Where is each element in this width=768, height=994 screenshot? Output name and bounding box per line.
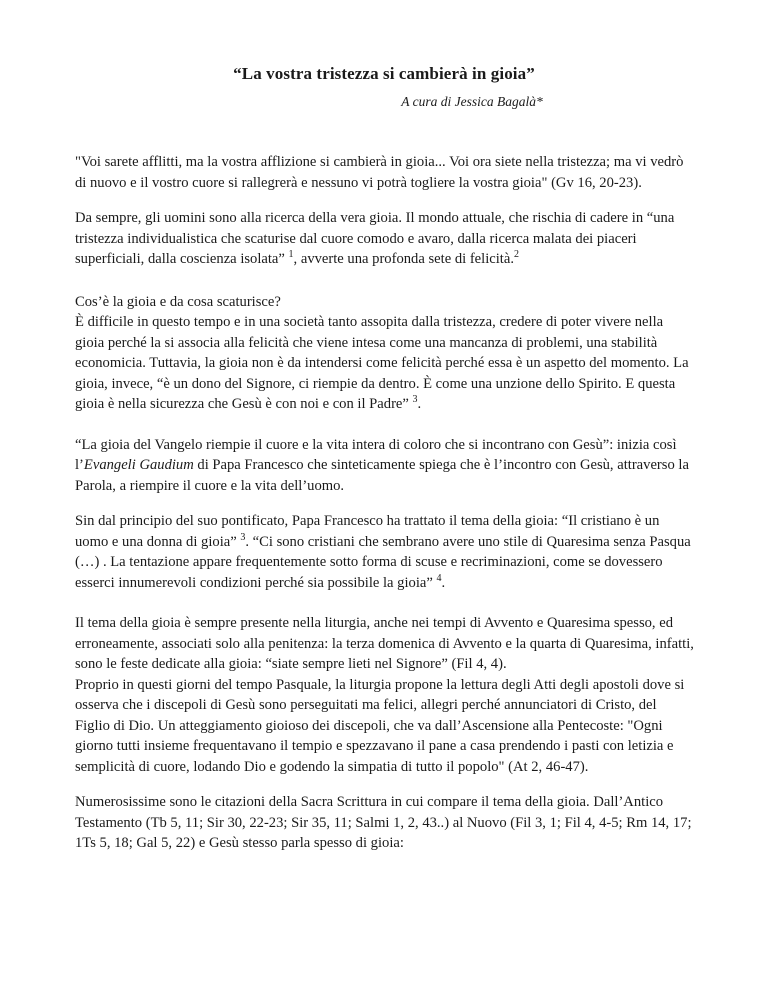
footnote-ref: 3 xyxy=(412,394,418,405)
paragraph-1: "Voi sarete afflitti, ma la vostra afflizione si cambierà in gioia... Voi ora siete nella tristezza; ma vi vedrò di nuovo e il vostro cuore si rallegrerà e nessuno vi potrà togliere la vostra gioia" (Gv 16, 20-23). xyxy=(75,154,684,191)
paragraph-4-text-b: di Papa Francesco che sinteticamente spiega che è l’incontro con Gesù, attraverso la Parola, a riempire il cuore e la vita dell’uomo. xyxy=(75,457,689,494)
paragraph-5-text-c: . xyxy=(441,574,446,591)
paragraph-4-text-a: “La gioia del Vangelo riempie il cuore e la vita intera di coloro che si incontrano con Gesù”: inizia così l’ xyxy=(75,436,677,473)
footnote-ref: 2 xyxy=(513,249,519,260)
section-question: Cos’è la gioia e da cosa scaturisce? xyxy=(75,293,281,310)
document-body xyxy=(75,152,695,854)
paragraph-2 xyxy=(75,208,695,270)
document-title: “La vostra tristezza si cambierà in gioia” xyxy=(233,64,535,83)
paragraph-6: Il tema della gioia è sempre presente nella liturgia, anche nei tempi di Avvento e Quaresima spesso, ed erroneamente, associati solo alla penitenza: la terza domenica di Avvento e la quarta di Quaresima, infatti, sono le feste dedicate alla gioia: “siate sempre lieti nel Signore” (Fil 4, 4). xyxy=(75,615,694,672)
paragraph-5 xyxy=(75,511,695,593)
paragraph-5-text-a: Sin dal principio del suo pontificato, Papa Francesco ha trattato il tema della gioia: “Il cristiano è un uomo e una donna di gioia” xyxy=(75,513,660,550)
paragraph-4 xyxy=(75,435,695,497)
paragraph-2-text-b: , avverte una profonda sete di felicità. xyxy=(293,251,514,267)
footnote-ref: 4 xyxy=(436,572,442,584)
author-line: A cura di Jessica Bagalà* xyxy=(401,94,543,109)
paragraph-3 xyxy=(75,312,695,415)
footnote-ref: 1 xyxy=(288,249,294,260)
paragraph-7: Proprio in questi giorni del tempo Pasquale, la liturgia propone la lettura degli Atti degli apostoli dove si osserva che i discepoli di Gesù sono perseguitati ma felici, allegri perché annunciatori di Cristo, del Figlio di Dio. Un atteggiamento gioioso dei discepoli, che va dall’Ascensione alla Pentecoste: "Ogni giorno tutti insieme frequentavano il tempio e spezzavano il pane a casa prendendo i pasti con letizia e semplicità di cuore, lodando Dio e godendo la simpatia di tutto il popolo" (At 2, 46-47). xyxy=(75,676,685,775)
paragraph-3-text-a: È difficile in questo tempo e in una società tanto assopita dalla tristezza, credere di poter vivere nella gioia perché la si associa alla felicità che viene intesa come una mancanza di problemi, una stabilità economicia. Tuttavia, la gioia non è da intendersi come felicità perché essa è un aspetto del momento. La gioia, invece, “è un dono del Signore, ci riempie da dentro. È come una unzione dello Spirito. E questa gioia è nella sicurezza che Gesù è con noi e con il Padre” xyxy=(75,314,689,412)
paragraph-5-text-b: . “Ci sono cristiani che sembrano avere uno stile di Quaresima senza Pasqua (…) . La tentazione appare frequentemente sotto forma di scuse e recriminazioni, come se dovessero esserci innumerevoli condizioni perché sia possibile la gioia” xyxy=(75,533,691,591)
paragraph-8: Numerosissime sono le citazioni della Sacra Scrittura in cui compare il tema della gioia. Dall’Antico Testamento (Tb 5, 11; Sir 30, 22-23; Sir 35, 11; Salmi 1, 2, 43..) al Nuovo (Fil 3, 1; Fil 4, 4-5; Rm 14, 17; 1Ts 5, 18; Gal 5, 22) e Gesù stesso parla spesso di gioia: xyxy=(75,794,692,851)
document-title-reference: Evangeli Gaudium xyxy=(83,457,194,473)
paragraph-2-text-a: Da sempre, gli uomini sono alla ricerca della vera gioia. Il mondo attuale, che rischia di cadere in “una tristezza individualistica che scaturise dal cuore comodo e avaro, dalla ricerca malata dei piaceri superficiali, dalla coscienza isolata” xyxy=(75,210,675,267)
paragraph-3-text-b: . xyxy=(417,396,422,412)
footnote-ref: 3 xyxy=(240,531,246,543)
